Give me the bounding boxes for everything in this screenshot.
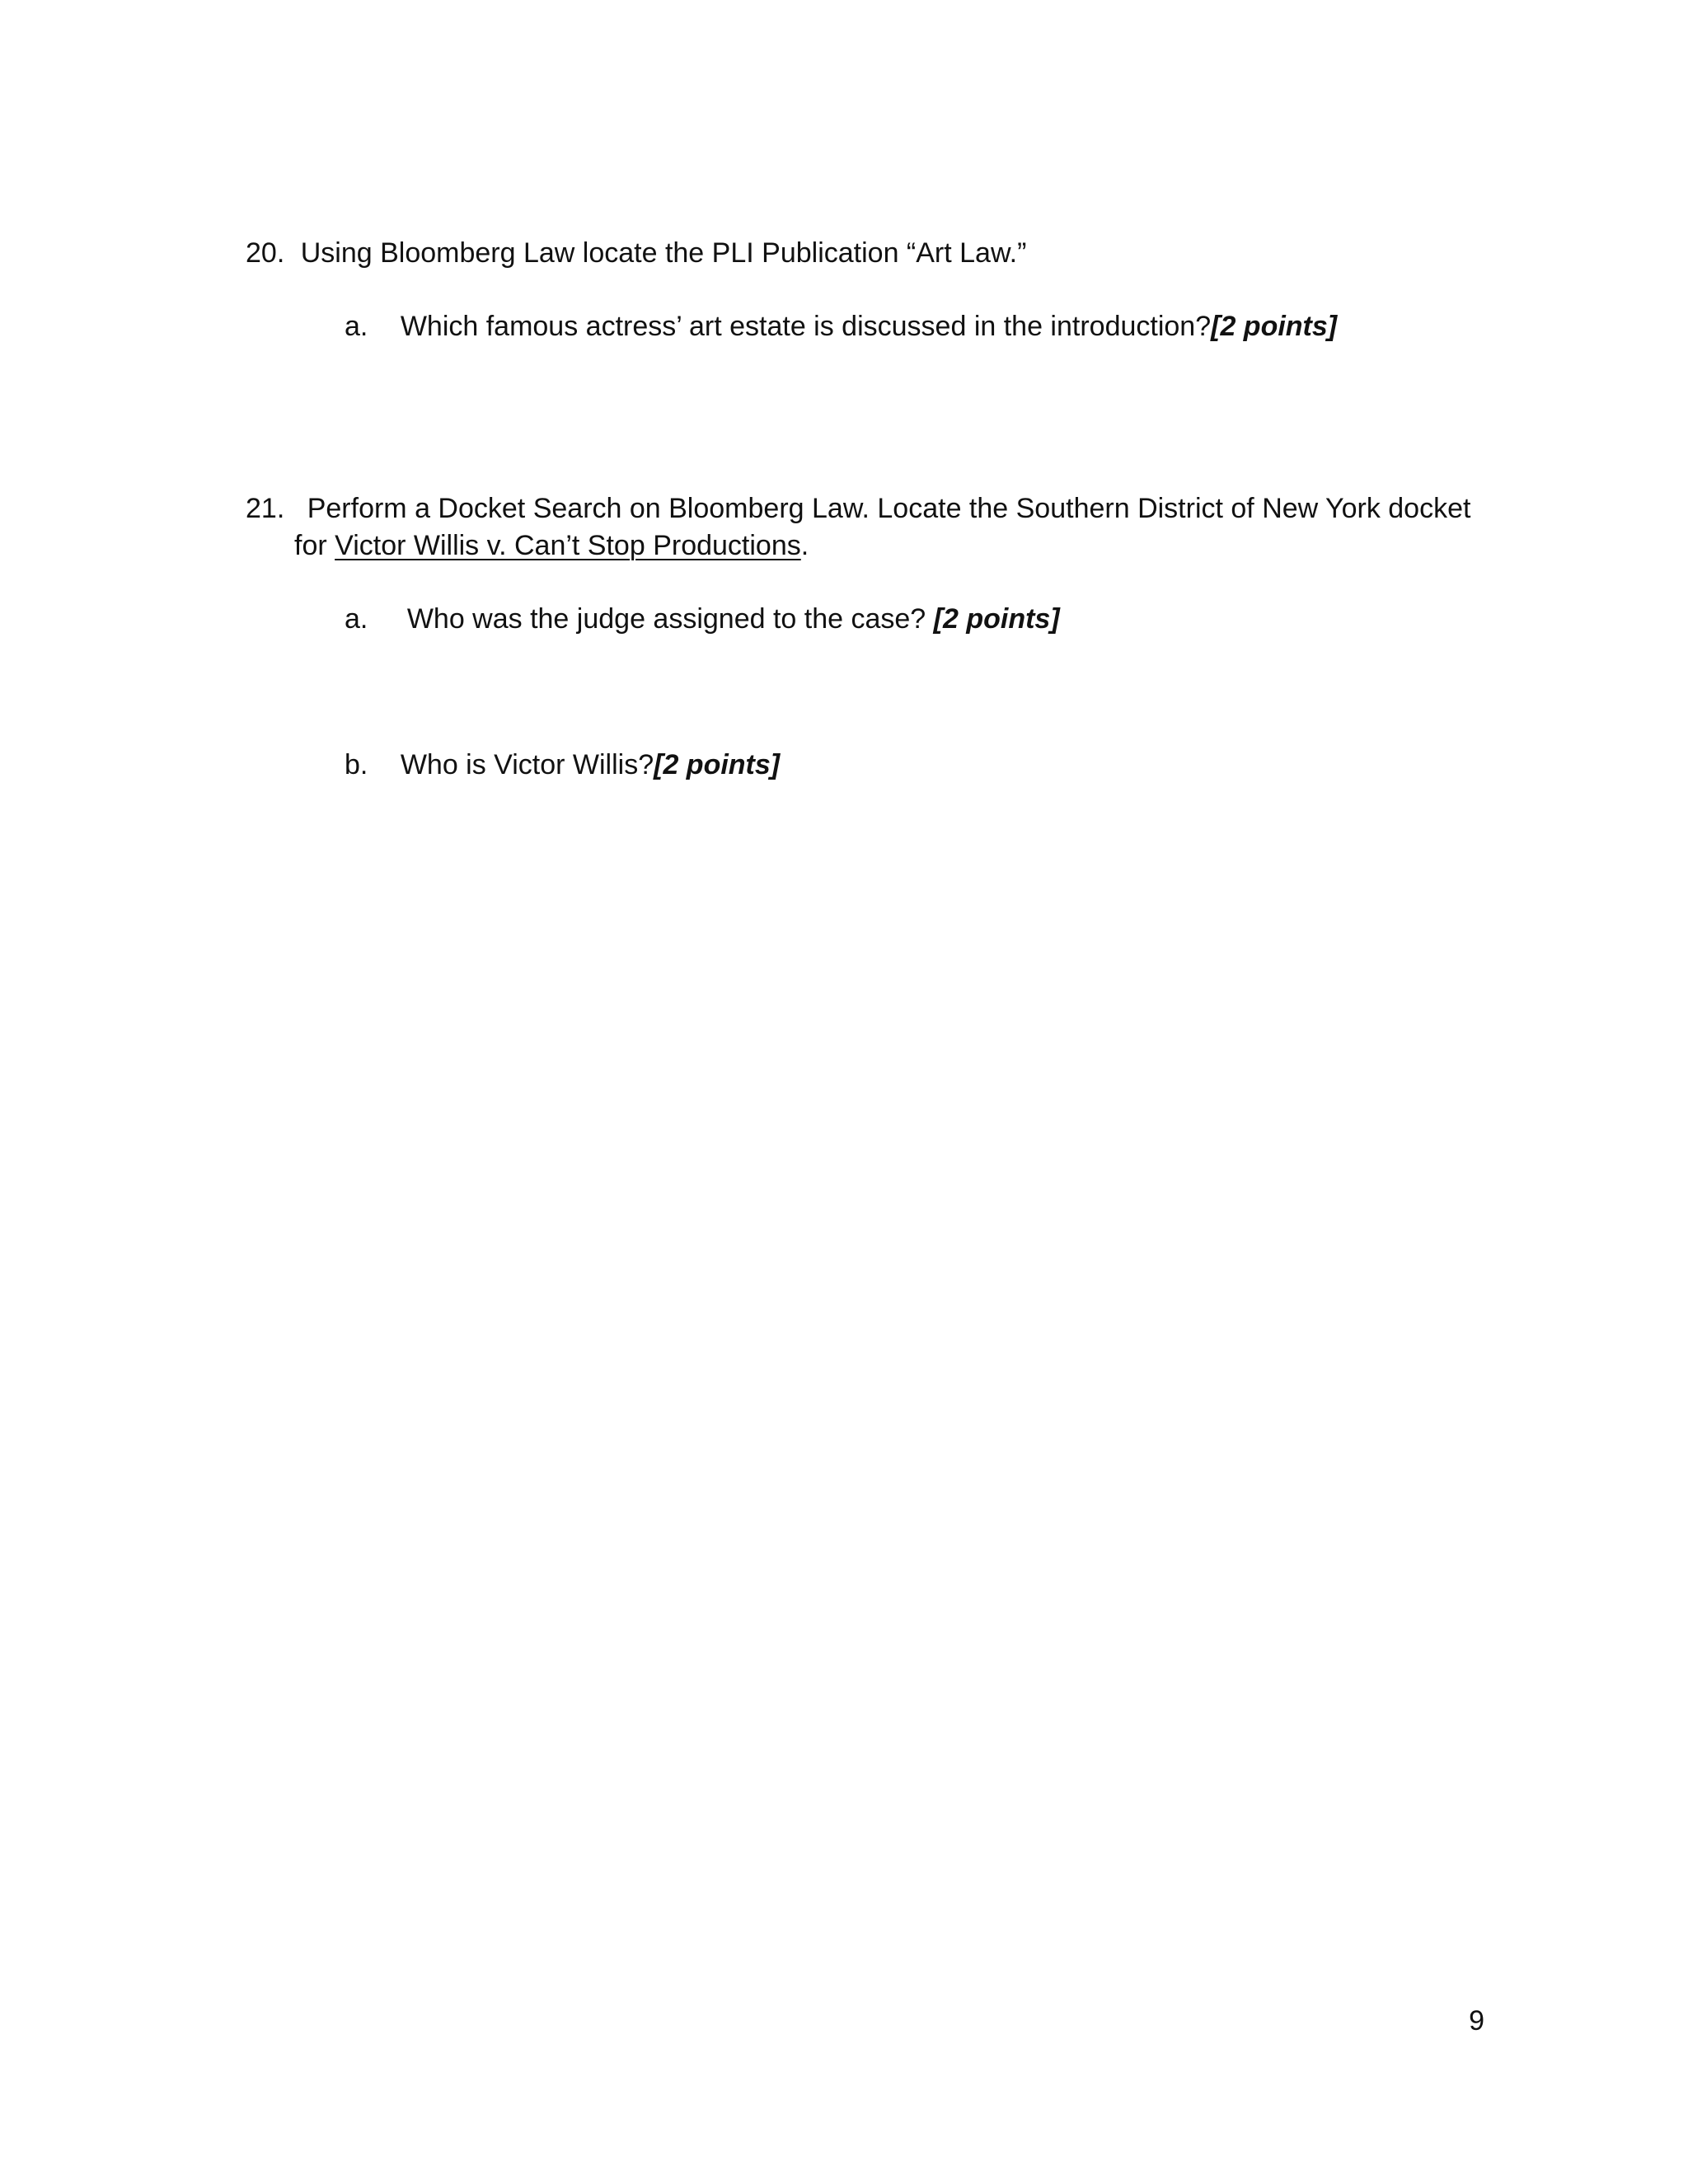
page-number: 9: [1469, 2005, 1484, 2036]
question-number: 20.: [246, 237, 285, 269]
points-label: [2 points]: [654, 749, 781, 780]
part-text: Which famous actress’ art estate is discussed in the introduction?: [400, 311, 1212, 342]
question-21-part-a: [345, 601, 1060, 637]
question-21-line-2: [294, 527, 809, 564]
part-text: Who is Victor Willis?: [400, 749, 654, 780]
question-text-continued: for: [294, 530, 335, 561]
question-21-part-b: [345, 747, 780, 783]
part-label: a.: [345, 311, 368, 342]
points-label: [2 points]: [933, 603, 1060, 635]
question-text: Using Bloomberg Law locate the PLI Publication “Art Law.”: [300, 237, 1027, 269]
question-text: Perform a Docket Search on Bloomberg Law. Locate the Southern District of New York docket: [307, 493, 1471, 524]
part-text: Who was the judge assigned to the case?: [406, 603, 934, 635]
part-label: a.: [345, 603, 368, 635]
question-number: 21.: [246, 493, 285, 524]
case-name: Victor Willis v. Can’t Stop Productions: [335, 530, 801, 561]
points-label: [2 points]: [1211, 311, 1338, 342]
question-21: [246, 490, 1470, 527]
question-20-part-a: [345, 308, 1337, 344]
question-20: [246, 235, 1026, 271]
part-label: b.: [345, 749, 368, 780]
question-text-end: .: [800, 530, 809, 561]
